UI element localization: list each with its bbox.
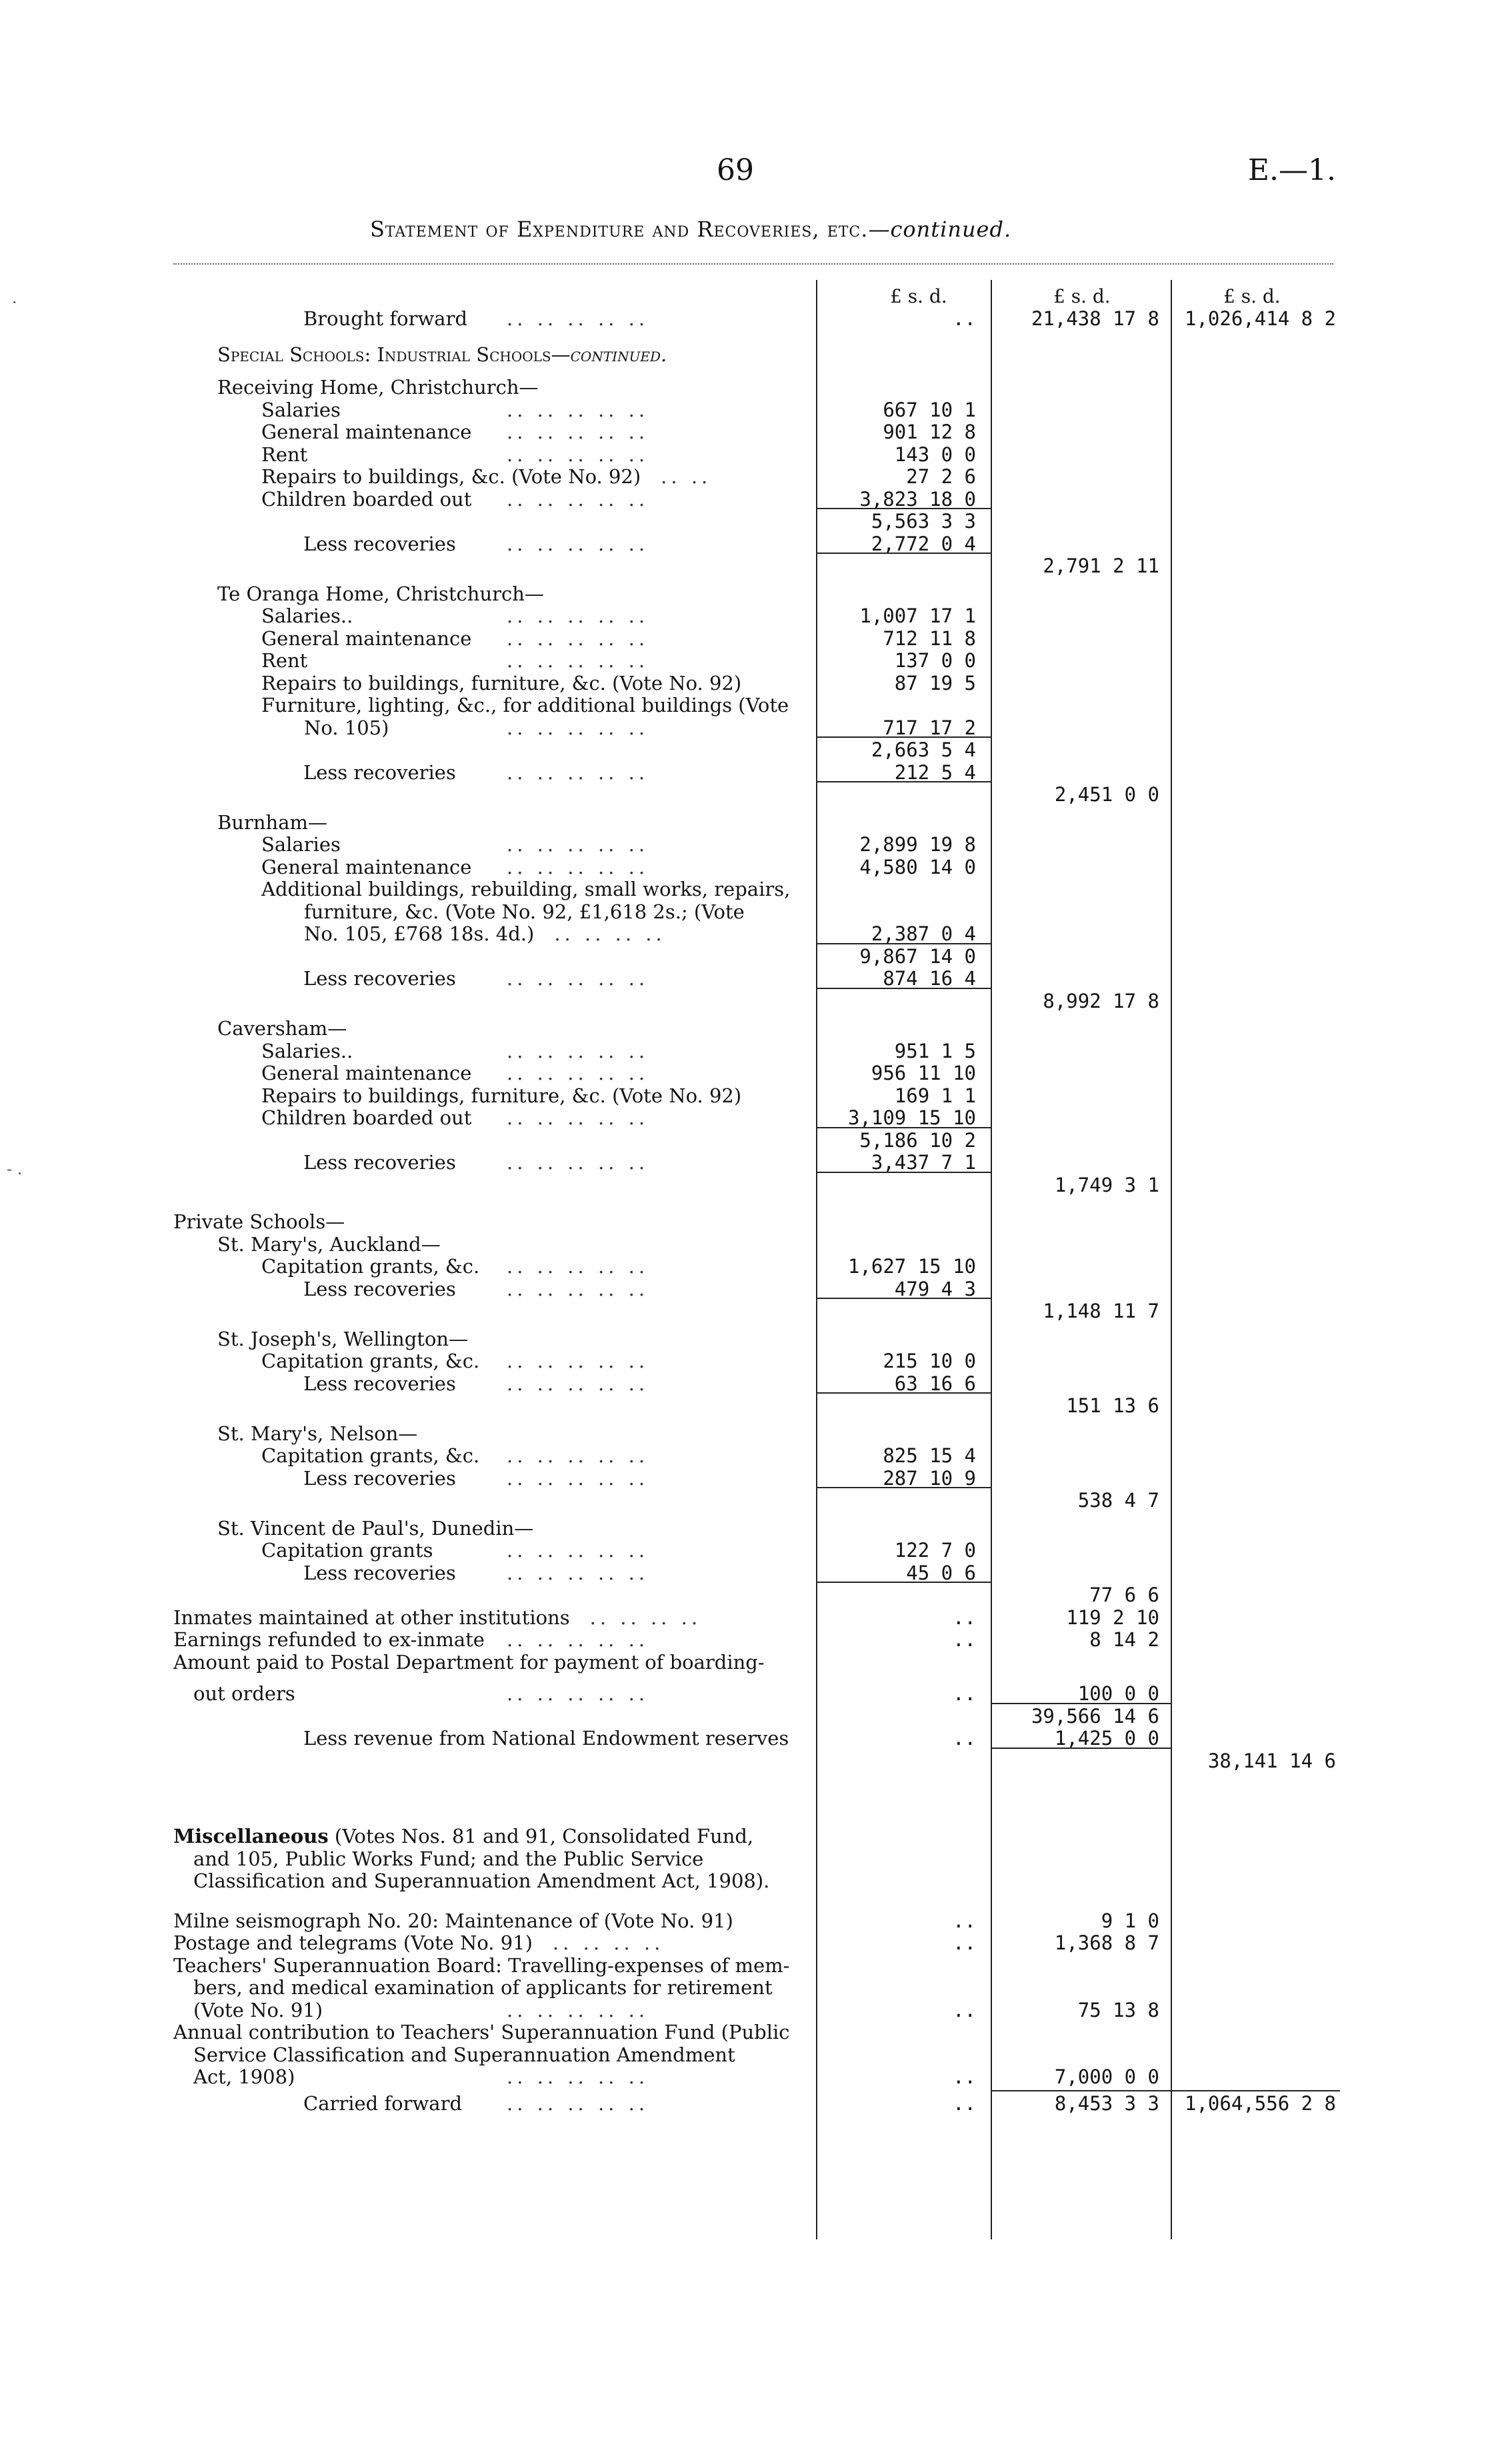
item-description: [173, 1826, 753, 1847]
item-label: Special Schools: Industrial Schools—: [217, 343, 571, 366]
item-description: [261, 856, 471, 878]
item-label: Te Oranga Home, Christchurch—: [217, 582, 544, 605]
sum-rule: [991, 1703, 1171, 1704]
amount-c2: 151 13 6: [1066, 1394, 1159, 1417]
item-label: Postage and telegrams (Vote No. 91): [173, 1931, 533, 1954]
amount-c1: 901 12 8: [883, 421, 976, 443]
leader-dots: .. .. .. ..: [589, 1606, 702, 1629]
item-label: General maintenance: [261, 855, 472, 878]
amount-c1: ..: [953, 1682, 976, 1705]
item-label: Caversham—: [217, 1017, 347, 1040]
item-description: [304, 901, 745, 922]
item-description: [261, 399, 341, 421]
amount-c1: 5,186 10 2: [859, 1128, 976, 1152]
item-label: Repairs to buildings, furniture, &c. (Vote No. 92): [261, 671, 742, 694]
item-description: [261, 605, 353, 626]
item-description: [261, 834, 341, 855]
leader-dots: .. .. .. .. ..: [507, 1466, 649, 1490]
item-label: Less recoveries: [303, 1151, 456, 1174]
item-description: [173, 1211, 345, 1232]
amount-c1: ..: [953, 1998, 976, 2021]
leader-dots: .. .. .. .. ..: [507, 487, 649, 511]
amount-c1: 215 10 0: [883, 1350, 976, 1372]
item-description: [303, 1728, 789, 1749]
item-label: Less recoveries: [303, 760, 456, 784]
amount-c2: 1,148 11 7: [1043, 1300, 1159, 1322]
item-label: bers, and medical examination of applicants for retirement: [193, 1976, 773, 1999]
amount-c1: 2,899 19 8: [859, 833, 976, 856]
amount-c1: 951 1 5: [894, 1039, 976, 1062]
column-divider-3: [1171, 280, 1172, 2239]
amount-c1: 667 10 1: [883, 398, 976, 421]
leader-dots: .. .. .. ..: [554, 922, 666, 945]
item-description: [303, 308, 467, 329]
item-label: Less recoveries: [303, 532, 456, 555]
leader-dots: .. .. .. .. ..: [507, 1561, 649, 1584]
leader-dots: .. .. .. .. ..: [507, 1444, 649, 1467]
item-label: Children boarded out: [261, 487, 472, 511]
sum-rule: [816, 1172, 991, 1173]
leader-dots: .. .. .. .. ..: [507, 967, 649, 990]
amount-c2: 75 13 8: [1077, 1998, 1159, 2021]
item-description: [217, 1518, 533, 1539]
sum-rule: [816, 943, 991, 944]
amount-c2: 1,749 3 1: [1054, 1173, 1159, 1196]
amount-c1: 45 0 6: [906, 1561, 976, 1584]
amount-c1: 137 0 0: [894, 649, 976, 672]
leader-dots: .. .. .. .. ..: [507, 833, 649, 856]
item-label: Salaries..: [261, 1039, 353, 1062]
leader-dots: .. .. .. .. ..: [507, 1277, 649, 1300]
amount-c3: 38,141 14 6: [1207, 1749, 1336, 1772]
amount-c2: 77 6 6: [1089, 1584, 1159, 1606]
item-label: General maintenance: [261, 421, 472, 443]
item-description: [173, 1955, 789, 1976]
section-heading: [217, 344, 667, 365]
sum-rule: [1171, 2090, 1340, 2091]
amount-c2: 100 0 0: [1077, 1682, 1159, 1705]
amount-c2: 9 1 0: [1101, 1909, 1159, 1932]
item-label: and 105, Public Works Fund; and the Public Service: [193, 1847, 704, 1870]
item-description: [173, 1932, 533, 1953]
column-divider-1: [816, 280, 817, 2239]
sum-rule: [816, 553, 991, 554]
item-description: [193, 2044, 735, 2065]
item-description: [261, 1107, 471, 1128]
item-description: [261, 1085, 741, 1106]
statement-title: [370, 217, 1177, 242]
item-description: [217, 1018, 347, 1039]
item-label: Salaries..: [261, 605, 353, 627]
amount-c2: 119 2 10: [1066, 1606, 1159, 1629]
item-label: Furniture, lighting, &c., for additional buildings (Vote: [261, 694, 789, 716]
item-label: Less revenue from National Endowment reserves: [303, 1727, 789, 1750]
item-label: Private Schools—: [173, 1210, 345, 1233]
leader-dots: .. .. .. .. ..: [507, 1998, 649, 2021]
amount-c1: 63 16 6: [894, 1372, 976, 1395]
item-label: Additional buildings, rebuilding, small works, repairs,: [261, 878, 791, 900]
item-label: St. Joseph's, Wellington—: [217, 1327, 469, 1350]
amount-c1: 9,867 14 0: [859, 944, 976, 968]
item-description: [173, 2021, 790, 2043]
item-description: [303, 1278, 456, 1300]
item-label: Rent: [261, 649, 308, 672]
amount-c1: 2,772 0 4: [871, 532, 976, 555]
amount-c1: ..: [953, 2065, 976, 2088]
amount-c1: 212 5 4: [894, 760, 976, 784]
item-label: Less recoveries: [303, 1466, 456, 1490]
amount-c3: 1,026,414 8 2: [1185, 307, 1336, 330]
sum-rule: [816, 736, 991, 738]
amount-c1: 3,437 7 1: [871, 1151, 976, 1174]
item-label: Salaries: [261, 398, 341, 421]
item-description: [261, 489, 471, 510]
leader-dots: .. .. .. .. ..: [507, 855, 649, 878]
item-description: [193, 2066, 295, 2087]
amount-c2: 39,566 14 6: [1031, 1704, 1159, 1728]
amount-c1: ..: [953, 307, 976, 330]
item-label: Act, 1908): [193, 2065, 295, 2088]
item-description: [193, 1683, 295, 1704]
item-description: [304, 923, 534, 944]
item-label: Brought forward: [303, 307, 468, 330]
leader-dots: .. .. .. .. ..: [507, 532, 649, 555]
sum-rule: [816, 508, 991, 509]
item-description: [193, 1848, 703, 1869]
sum-rule: [816, 1392, 991, 1394]
column-divider-2: [991, 280, 992, 2239]
item-label: Burnham—: [217, 810, 327, 834]
item-label: Capitation grants, &c.: [261, 1444, 480, 1467]
item-label: Less recoveries: [303, 1561, 456, 1584]
amount-c1: ..: [953, 1727, 976, 1750]
leader-dots: .. ..: [661, 465, 712, 488]
item-label: Miscellaneous: [173, 1825, 329, 1848]
item-description: [303, 762, 456, 783]
amount-c1: ..: [953, 1909, 976, 1932]
amount-c1: 956 11 10: [871, 1062, 976, 1084]
title-main: Statement of Expenditure and Recoveries, etc.—: [370, 217, 891, 242]
item-label: Carried forward: [303, 2091, 463, 2115]
item-label: (Vote No. 91): [193, 1998, 323, 2021]
item-label: Less recoveries: [303, 967, 456, 990]
item-label: Amount paid to Postal Department for payment of boarding-: [173, 1650, 765, 1674]
item-label-rest: (Votes Nos. 81 and 91, Consolidated Fund,: [328, 1825, 754, 1848]
leader-dots: .. .. .. .. ..: [507, 443, 649, 466]
item-label: Less recoveries: [303, 1372, 456, 1395]
top-dotted-rule: [173, 263, 1333, 265]
item-description: [303, 1152, 456, 1173]
item-description: [173, 1629, 485, 1650]
amount-c2: 538 4 7: [1077, 1489, 1159, 1512]
amount-c1: 2,663 5 4: [871, 738, 976, 761]
item-label: Capitation grants, &c.: [261, 1255, 480, 1278]
leader-dots: .. .. .. .. ..: [507, 2065, 649, 2088]
item-description: [217, 377, 539, 398]
leader-dots: .. .. .. .. ..: [507, 1372, 649, 1395]
amount-c1: 1,627 15 10: [847, 1255, 976, 1278]
leader-dots: .. .. .. .. ..: [507, 626, 649, 650]
leader-dots: .. .. .. .. ..: [507, 2091, 649, 2115]
sum-rule: [816, 1298, 991, 1299]
item-label: Capitation grants: [261, 1539, 433, 1562]
item-description: [261, 694, 789, 716]
leader-dots: .. .. .. .. ..: [507, 716, 649, 739]
item-description: [261, 1350, 479, 1372]
amount-c2: 7,000 0 0: [1054, 2065, 1159, 2088]
amount-c2: 8,453 3 3: [1054, 2091, 1159, 2115]
margin-mark-top: ·: [12, 293, 17, 312]
amount-c2: 2,451 0 0: [1054, 783, 1159, 806]
item-description: [303, 1373, 456, 1394]
item-description: [173, 1652, 765, 1673]
sum-rule: [991, 2090, 1171, 2091]
item-description: [261, 650, 307, 671]
item-label: Receiving Home, Christchurch—: [217, 376, 539, 399]
amount-c1: 27 2 6: [906, 465, 976, 488]
item-description: [261, 1040, 353, 1062]
item-label: Earnings refunded to ex-inmate: [173, 1628, 485, 1651]
leader-dots: .. .. .. ..: [552, 1931, 665, 1954]
item-description: [261, 1540, 433, 1561]
item-description: [261, 672, 741, 694]
item-label: Salaries: [261, 833, 341, 856]
item-description: [261, 466, 641, 487]
item-label: No. 105, £768 18s. 4d.): [304, 922, 535, 945]
item-label: Capitation grants, &c.: [261, 1350, 480, 1372]
amount-c1: 4,580 14 0: [859, 855, 976, 878]
amount-c2: 21,438 17 8: [1031, 307, 1159, 330]
item-description: [261, 1445, 479, 1466]
amount-c2: 1,368 8 7: [1054, 1931, 1159, 1954]
amount-c1: ..: [953, 1606, 976, 1629]
item-label: St. Mary's, Auckland—: [217, 1232, 441, 1256]
item-description: [217, 583, 544, 605]
item-label: General maintenance: [261, 1062, 472, 1084]
item-label: Less recoveries: [303, 1277, 456, 1300]
item-description: [261, 878, 790, 900]
amount-c1: 3,823 18 0: [859, 487, 976, 511]
item-description: [193, 1977, 773, 1998]
amount-c1: 3,109 15 10: [847, 1106, 976, 1129]
amount-c1: 122 7 0: [894, 1539, 976, 1562]
col3-header: £ s. d.: [1223, 285, 1281, 307]
sum-rule: [816, 781, 991, 782]
amount-c2: 8 14 2: [1089, 1628, 1159, 1651]
leader-dots: .. .. .. .. ..: [507, 1106, 649, 1129]
amount-c3: 1,064,556 2 8: [1185, 2091, 1336, 2115]
leader-dots: .. .. .. .. ..: [507, 1151, 649, 1174]
item-description: [261, 421, 471, 443]
item-label: St. Vincent de Paul's, Dunedin—: [217, 1516, 534, 1540]
item-label: Inmates maintained at other institutions: [173, 1606, 570, 1629]
document-reference: E.—1.: [1247, 153, 1336, 187]
leader-dots: .. .. .. .. ..: [507, 1628, 649, 1651]
amount-c2: 8,992 17 8: [1043, 989, 1159, 1012]
item-label: General maintenance: [261, 626, 472, 650]
amount-c1: 87 19 5: [894, 671, 976, 694]
item-description: [261, 628, 471, 649]
amount-c1: 5,563 3 3: [871, 510, 976, 533]
item-label: out orders: [193, 1682, 295, 1705]
sum-rule: [816, 1487, 991, 1488]
amount-c2: 1,425 0 0: [1054, 1727, 1159, 1750]
item-label: Repairs to buildings, furniture, &c. (Vote No. 92): [261, 1084, 742, 1107]
item-description: [261, 1062, 471, 1084]
amount-c1: ..: [953, 2091, 976, 2115]
amount-c1: ..: [953, 1931, 976, 1954]
sum-rule: [816, 1582, 991, 1583]
amount-c1: 2,387 0 4: [871, 922, 976, 945]
item-label: Classification and Superannuation Amendment Act, 1908).: [193, 1869, 770, 1892]
item-description: [303, 968, 456, 989]
amount-c1: 143 0 0: [894, 443, 976, 466]
item-description: [303, 1468, 456, 1489]
item-label: Repairs to buildings, &c. (Vote No. 92): [261, 465, 641, 488]
title-continued: continued.: [890, 217, 1012, 242]
leader-dots: .. .. .. .. ..: [507, 1255, 649, 1278]
item-label: St. Mary's, Nelson—: [217, 1422, 418, 1445]
col2-header: £ s. d.: [1053, 285, 1111, 307]
item-label: No. 105): [304, 716, 389, 739]
item-label: Service Classification and Superannuation Amendment: [193, 2043, 735, 2066]
sum-rule: [816, 1127, 991, 1128]
sum-rule: [816, 988, 991, 989]
leader-dots: .. .. .. .. ..: [507, 605, 649, 627]
amount-c1: 712 11 8: [883, 626, 976, 650]
item-description: [173, 1607, 570, 1628]
amount-c1: 169 1 1: [894, 1084, 976, 1107]
item-label: Children boarded out: [261, 1106, 472, 1129]
item-label: Annual contribution to Teachers' Superannuation Fund (Public: [173, 2021, 790, 2043]
col1-header: £ s. d.: [890, 285, 947, 307]
amount-c1: ..: [953, 1628, 976, 1651]
leader-dots: .. .. .. .. ..: [507, 398, 649, 421]
item-description: [217, 812, 327, 833]
page-number: 69: [717, 153, 754, 187]
continued-label: continued.: [570, 343, 667, 366]
item-description: [217, 1328, 468, 1350]
item-description: [304, 717, 389, 738]
margin-mark-mid: - .: [7, 1160, 23, 1178]
amount-c1: 717 17 2: [883, 716, 976, 739]
leader-dots: .. .. .. .. ..: [507, 1350, 649, 1372]
sum-rule: [991, 1748, 1171, 1749]
leader-dots: .. .. .. .. ..: [507, 649, 649, 672]
item-label: Rent: [261, 443, 308, 466]
item-label: Milne seismograph No. 20: Maintenance of (Vote No. 91): [173, 1909, 733, 1932]
leader-dots: .. .. .. .. ..: [507, 760, 649, 784]
amount-c1: 287 10 9: [883, 1466, 976, 1490]
leader-dots: .. .. .. .. ..: [507, 307, 649, 330]
leader-dots: .. .. .. .. ..: [507, 1062, 649, 1084]
amount-c1: 1,007 17 1: [859, 605, 976, 627]
item-label: Teachers' Superannuation Board: Travelling-expenses of mem-: [173, 1953, 790, 1977]
item-description: [173, 1910, 733, 1931]
amount-c1: 825 15 4: [883, 1444, 976, 1467]
item-description: [261, 1256, 479, 1277]
leader-dots: .. .. .. .. ..: [507, 421, 649, 443]
item-description: [217, 1423, 417, 1444]
item-description: [193, 1870, 769, 1891]
item-description: [261, 444, 307, 465]
item-description: [303, 2093, 462, 2114]
amount-c1: 479 4 3: [894, 1277, 976, 1300]
leader-dots: .. .. .. .. ..: [507, 1539, 649, 1562]
item-description: [217, 1234, 441, 1255]
item-description: [303, 1562, 456, 1584]
amount-c2: 2,791 2 11: [1043, 555, 1159, 577]
item-description: [193, 1999, 323, 2021]
amount-c1: 874 16 4: [883, 967, 976, 990]
item-label: furniture, &c. (Vote No. 92, £1,618 2s.; (Vote: [304, 900, 745, 923]
item-description: [303, 533, 456, 555]
leader-dots: .. .. .. .. ..: [507, 1682, 649, 1705]
leader-dots: .. .. .. .. ..: [507, 1039, 649, 1062]
